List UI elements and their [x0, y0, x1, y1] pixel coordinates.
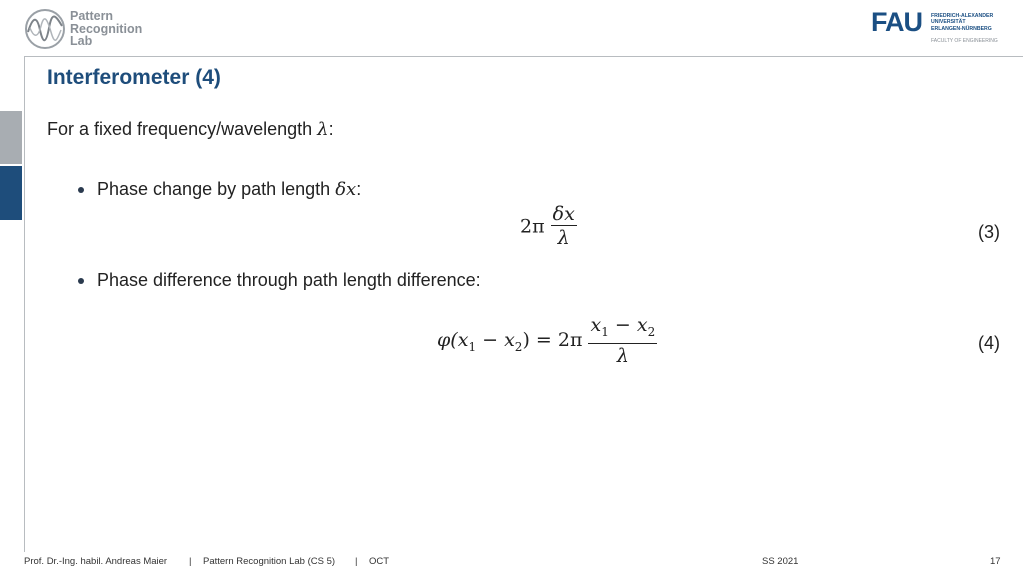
footer-author: Prof. Dr.-Ing. habil. Andreas Maier: [24, 556, 168, 567]
intro-colon: :: [328, 119, 334, 139]
sidebar-marker-blue: [0, 166, 22, 220]
fau-name-line2: UNIVERSITÄT: [931, 19, 966, 26]
bullet-text: [97, 179, 361, 200]
footer-term: SS 2021: [762, 556, 799, 567]
eq4-lhs-sub1: 1: [468, 339, 477, 354]
sidebar-marker-gray: [0, 111, 22, 164]
lab-name-line2: Recognition: [70, 21, 143, 36]
slide-title: Interferometer (4): [47, 66, 221, 89]
bullet-label: Phase change by path length: [97, 179, 331, 199]
bullet-text: Phase difference through path length difference:: [97, 270, 481, 290]
eq4-num-sub1: 1: [601, 324, 609, 339]
eq4-num-mid: − x: [608, 314, 648, 336]
eq4-lhs-mid: − x: [476, 328, 515, 351]
pattern-recognition-lab-logo-icon: [24, 8, 66, 50]
equation-3-number: (3): [978, 222, 1000, 242]
bullet-colon: :: [356, 179, 362, 199]
lab-name: [70, 10, 142, 48]
eq4-lhs-sub2: 2: [514, 339, 523, 354]
lab-name-line1: Pattern: [70, 9, 114, 23]
intro-line: [47, 119, 334, 140]
fau-faculty: FACULTY OF ENGINEERING: [931, 38, 998, 44]
equation-4: [437, 314, 657, 368]
eq4-numerator: [588, 314, 657, 344]
footer-separator: |: [355, 556, 358, 567]
bullet-dot-icon: [78, 187, 84, 193]
eq4-lhs-a: φ(x: [437, 328, 469, 351]
footer-lab: Pattern Recognition Lab (CS 5): [203, 556, 336, 567]
page-number: 17: [990, 556, 1001, 567]
eq3-numerator: δx: [552, 203, 575, 225]
lab-name-line3: Lab: [70, 34, 93, 48]
eq3-fraction: [551, 203, 577, 250]
fau-university-name: [931, 13, 993, 32]
fau-logo: [871, 9, 1011, 47]
bullet-dot-icon: [78, 278, 84, 284]
fau-name-line1: FRIEDRICH-ALEXANDER: [931, 13, 994, 19]
equation-4-number: (4): [978, 333, 1000, 353]
eq4-num-sub2: 2: [647, 324, 656, 339]
intro-text: For a fixed frequency/wavelength: [47, 119, 313, 139]
eq3-denominator: λ: [557, 227, 570, 249]
fau-wordmark: FAU: [871, 7, 922, 37]
delta-x-symbol: δx: [335, 179, 357, 200]
eq4-lhs-end: ) = 2π: [522, 328, 583, 351]
slide-header: [0, 0, 1024, 56]
eq4-lhs: [437, 328, 583, 354]
eq4-denominator: λ: [616, 344, 629, 367]
fau-name-line3: ERLANGEN-NÜRNBERG: [931, 25, 992, 32]
footer-course: OCT: [369, 556, 390, 567]
equation-3: [520, 203, 577, 250]
eq4-fraction: [588, 314, 657, 368]
eq3-prefix: 2π: [520, 215, 545, 238]
slide-footer: [24, 556, 1004, 570]
eq4-num-a: x: [590, 314, 602, 336]
footer-separator: |: [189, 556, 192, 567]
lambda-symbol: λ: [317, 119, 329, 140]
